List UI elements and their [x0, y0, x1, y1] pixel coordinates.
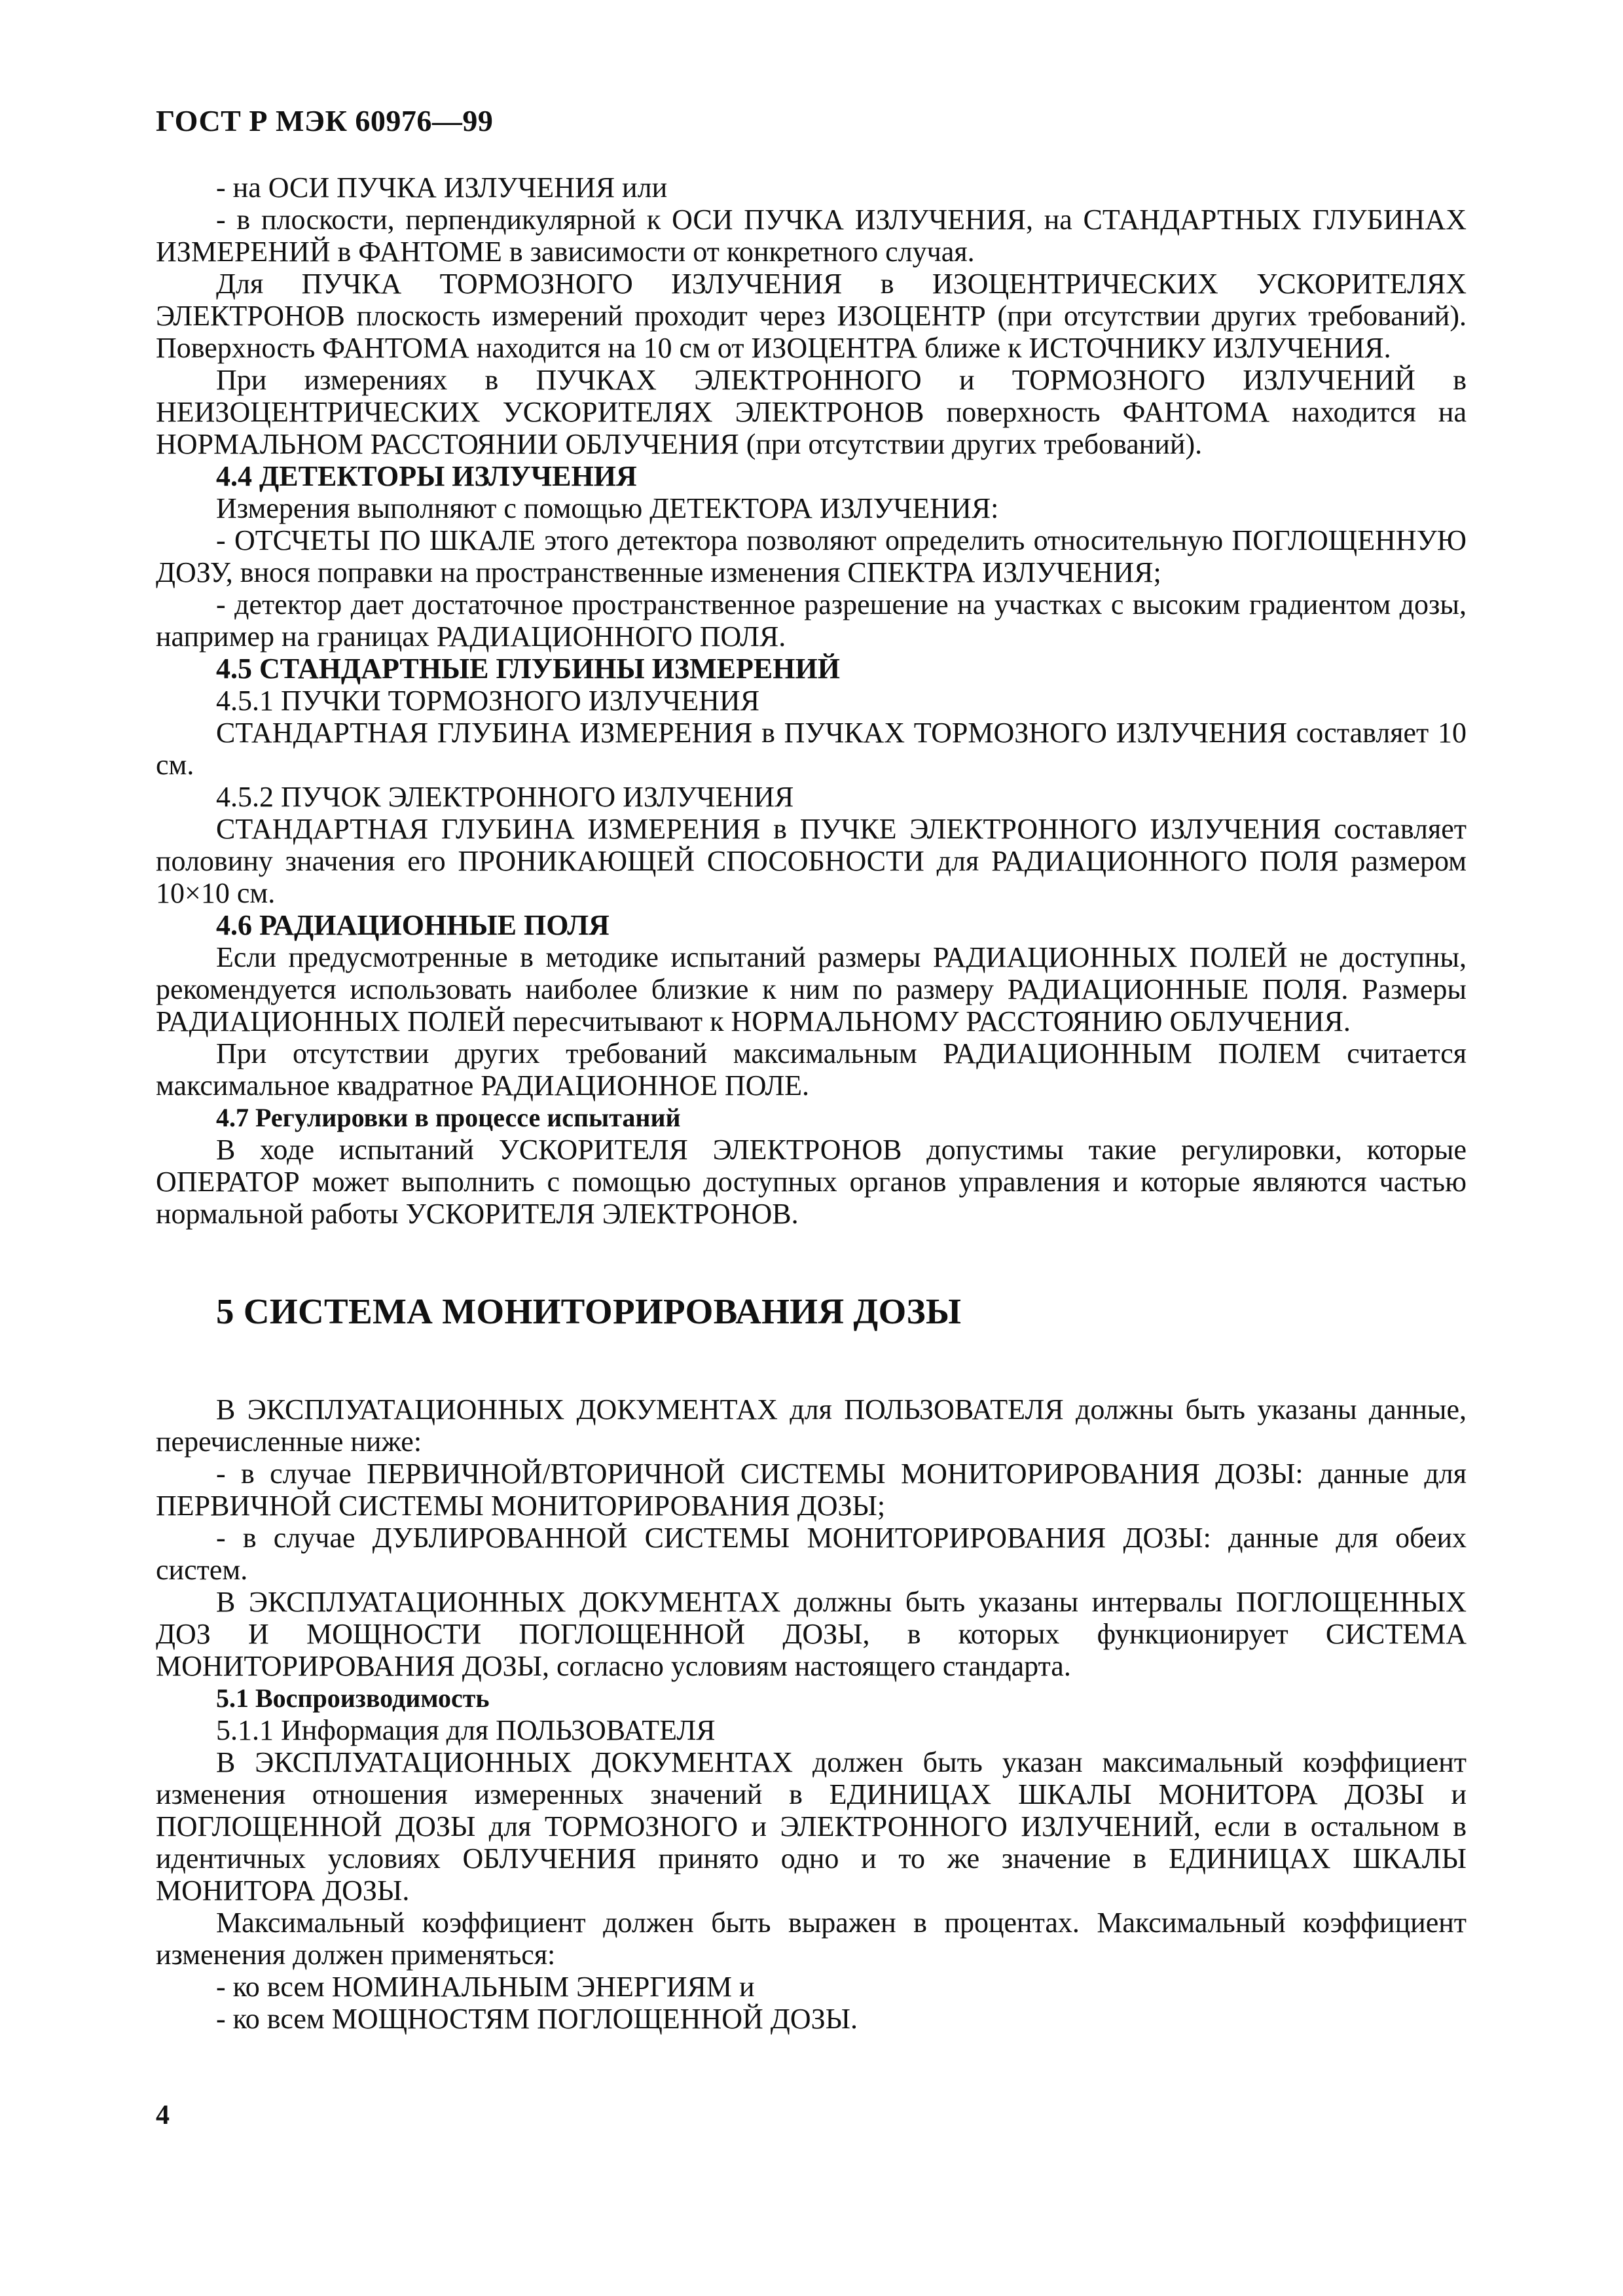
paragraph: Для ПУЧКА ТОРМОЗНОГО ИЗЛУЧЕНИЯ в ИЗОЦЕНТРИЧЕСКИХ УСКОРИТЕЛЯХ ЭЛЕКТРОНОВ плоскость измерений проходит через ИЗОЦЕНТР (при отсутствии других требований). Поверхность ФАНТОМА находится на 10 см от ИЗОЦЕНТРА ближе к ИСТОЧНИКУ ИЗЛУЧЕНИЯ. [156, 268, 1467, 364]
paragraph: - в случае ПЕРВИЧНОЙ/ВТОРИЧНОЙ СИСТЕМЫ МОНИТОРИРОВАНИЯ ДОЗЫ: данные для ПЕРВИЧНОЙ СИСТЕМЫ МОНИТОРИРОВАНИЯ ДОЗЫ; [156, 1458, 1467, 1522]
paragraph: СТАНДАРТНАЯ ГЛУБИНА ИЗМЕРЕНИЯ в ПУЧКЕ ЭЛЕКТРОННОГО ИЗЛУЧЕНИЯ составляет половину значения его ПРОНИКАЮЩЕЙ СПОСОБНОСТИ для РАДИАЦИОННОГО ПОЛЯ размером 10×10 см. [156, 813, 1467, 909]
paragraph: В ЭКСПЛУАТАЦИОННЫХ ДОКУМЕНТАХ должны быть указаны интервалы ПОГЛОЩЕННЫХ ДОЗ И МОЩНОСТИ ПОГЛОЩЕННОЙ ДОЗЫ, в которых функционирует СИСТЕМА МОНИТОРИРОВАНИЯ ДОЗЫ, согласно условиям настоящего стандарта. [156, 1586, 1467, 1682]
paragraph: - ОТСЧЕТЫ ПО ШКАЛЕ этого детектора позволяют определить относительную ПОГЛОЩЕННУЮ ДОЗУ, внося поправки на пространственные изменения СПЕКТРА ИЗЛУЧЕНИЯ; [156, 524, 1467, 588]
subsection-heading-4-4: 4.4 ДЕТЕКТОРЫ ИЗЛУЧЕНИЯ [216, 460, 637, 492]
paragraph: При измерениях в ПУЧКАХ ЭЛЕКТРОННОГО и ТОРМОЗНОГО ИЗЛУЧЕНИЙ в НЕИЗОЦЕНТРИЧЕСКИХ УСКОРИТЕЛЯХ ЭЛЕКТРОНОВ поверхность ФАНТОМА находится на НОРМАЛЬНОМ РАССТОЯНИИ ОБЛУЧЕНИЯ (при отсутствии других требований). [156, 364, 1467, 460]
paragraph: Измерения выполняют с помощью ДЕТЕКТОРА ИЗЛУЧЕНИЯ: [216, 492, 999, 524]
paragraph: В ЭКСПЛУАТАЦИОННЫХ ДОКУМЕНТАХ должен быть указан максимальный коэффициент изменения отношения измеренных значений в ЕДИНИЦАХ ШКАЛЫ МОНИТОРА ДОЗЫ и ПОГЛОЩЕННОЙ ДОЗЫ для ТОРМОЗНОГО и ЭЛЕКТРОННОГО ИЗЛУЧЕНИЙ, если в остальном в идентичных условиях ОБЛУЧЕНИЯ принято одно и то же значение в ЕДИНИЦАХ ШКАЛЫ МОНИТОРА ДОЗЫ. [156, 1746, 1467, 1907]
paragraph: 4.5.2 ПУЧОК ЭЛЕКТРОННОГО ИЗЛУЧЕНИЯ [216, 781, 794, 813]
paragraph: В ходе испытаний УСКОРИТЕЛЯ ЭЛЕКТРОНОВ допустимы такие регулировки, которые ОПЕРАТОР может выполнить с помощью доступных органов управления и которые являются частью нормальной работы УСКОРИТЕЛЯ ЭЛЕКТРОНОВ. [156, 1134, 1467, 1230]
paragraph: При отсутствии других требований максимальным РАДИАЦИОННЫМ ПОЛЕМ считается максимальное квадратное РАДИАЦИОННОЕ ПОЛЕ. [156, 1037, 1467, 1102]
paragraph: - ко всем НОМИНАЛЬНЫМ ЭНЕРГИЯМ и [216, 1971, 755, 2003]
paragraph: - на ОСИ ПУЧКА ИЗЛУЧЕНИЯ или [216, 171, 668, 204]
subsection-heading-4-6: 4.6 РАДИАЦИОННЫЕ ПОЛЯ [216, 909, 610, 941]
subsection-heading-4-5: 4.5 СТАНДАРТНЫЕ ГЛУБИНЫ ИЗМЕРЕНИЙ [216, 653, 840, 685]
paragraph: СТАНДАРТНАЯ ГЛУБИНА ИЗМЕРЕНИЯ в ПУЧКАХ ТОРМОЗНОГО ИЗЛУЧЕНИЯ составляет 10 см. [156, 717, 1467, 781]
paragraph: Если предусмотренные в методике испытаний размеры РАДИАЦИОННЫХ ПОЛЕЙ не доступны, рекомендуется использовать наиболее близкие к ним по размеру РАДИАЦИОННЫЕ ПОЛЯ. Размеры РАДИАЦИОННЫХ ПОЛЕЙ пересчитывают к НОРМАЛЬНОМУ РАССТОЯНИЮ ОБЛУЧЕНИЯ. [156, 941, 1467, 1037]
paragraph: 5.1.1 Информация для ПОЛЬЗОВАТЕЛЯ [216, 1714, 716, 1746]
paragraph: 4.5.1 ПУЧКИ ТОРМОЗНОГО ИЗЛУЧЕНИЯ [216, 685, 760, 717]
paragraph: - ко всем МОЩНОСТЯМ ПОГЛОЩЕННОЙ ДОЗЫ. [216, 2003, 858, 2035]
paragraph: - в плоскости, перпендикулярной к ОСИ ПУЧКА ИЗЛУЧЕНИЯ, на СТАНДАРТНЫХ ГЛУБИНАХ ИЗМЕРЕНИЙ в ФАНТОМЕ в зависимости от конкретного случая. [156, 204, 1467, 268]
document-body [156, 171, 1467, 2035]
subsection-heading-5-1: 5.1 Воспроизводимость [216, 1683, 490, 1713]
paragraph: - в случае ДУБЛИРОВАННОЙ СИСТЕМЫ МОНИТОРИРОВАНИЯ ДОЗЫ: данные для обеих систем. [156, 1522, 1467, 1586]
paragraph: - детектор дает достаточное пространственное разрешение на участках с высоким градиентом дозы, например на границах РАДИАЦИОННОГО ПОЛЯ. [156, 588, 1467, 653]
document-header: ГОСТ Р МЭК 60976—99 [156, 104, 494, 137]
section-heading-5: 5 СИСТЕМА МОНИТОРИРОВАНИЯ ДОЗЫ [216, 1291, 962, 1331]
paragraph: Максимальный коэффициент должен быть выражен в процентах. Максимальный коэффициент изменения должен применяться: [156, 1907, 1467, 1971]
page-number: 4 [156, 2100, 170, 2130]
subsection-heading-4-7: 4.7 Регулировки в процессе испытаний [216, 1103, 681, 1132]
paragraph: В ЭКСПЛУАТАЦИОННЫХ ДОКУМЕНТАХ для ПОЛЬЗОВАТЕЛЯ должны быть указаны данные, перечисленные ниже: [156, 1393, 1467, 1458]
